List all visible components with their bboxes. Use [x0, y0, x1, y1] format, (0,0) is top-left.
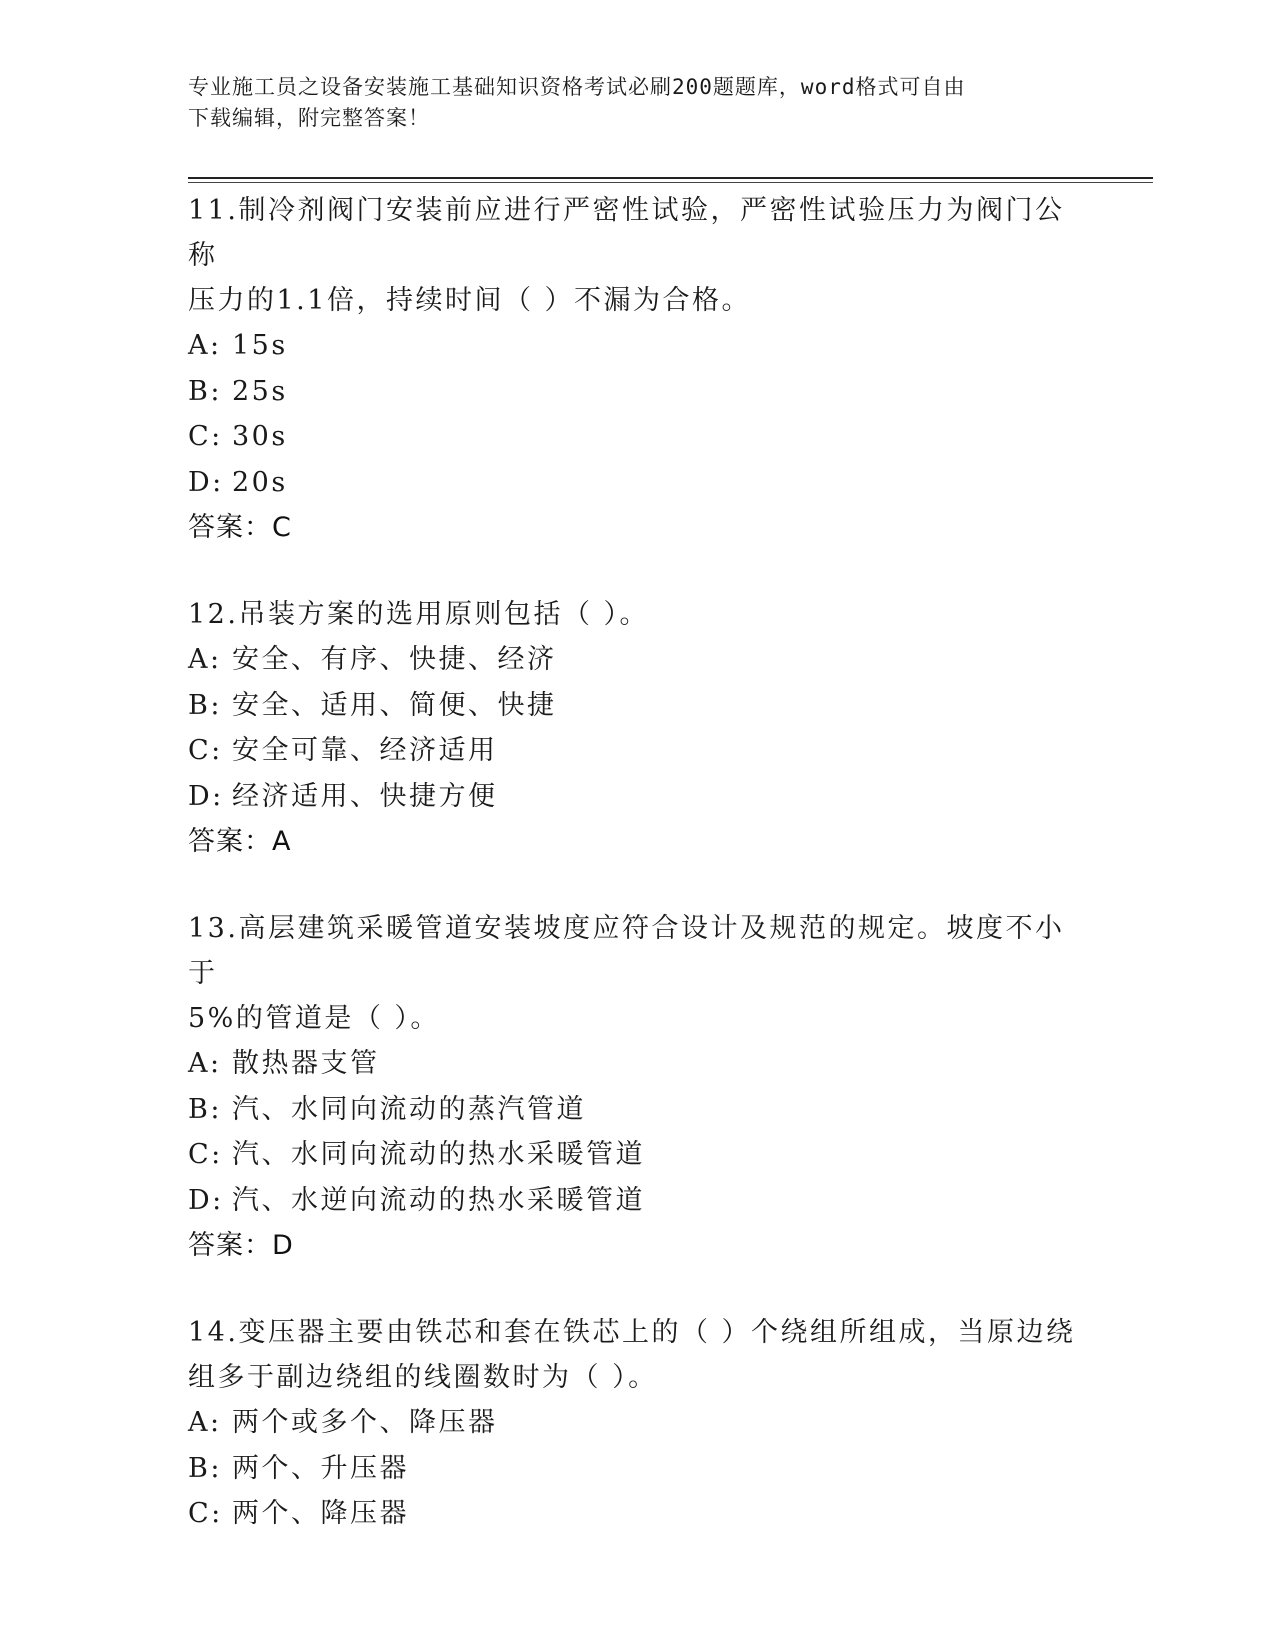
option-text: 15s	[232, 330, 288, 361]
option-text: 汽、水同向流动的蒸汽管道	[232, 1093, 586, 1125]
option-letter: B:	[188, 1093, 222, 1125]
document-header	[188, 72, 1088, 134]
option-d	[188, 1178, 1088, 1224]
option-letter: D:	[188, 780, 224, 812]
option-text: 25s	[232, 375, 288, 407]
option-text: 汽、水同向流动的热水采暖管道	[232, 1139, 645, 1170]
option-text: 安全、有序、快捷、经济	[232, 644, 557, 675]
option-text: 散热器支管	[232, 1048, 380, 1079]
option-b	[188, 369, 1088, 415]
header-line-1: 专业施工员之设备安装施工基础知识资格考试必刷200题题库，word格式可自由	[188, 75, 966, 99]
question-stem-line: 压力的1.1倍，持续时间（ ）不漏为合格。	[188, 285, 752, 316]
answer-line: 答案：A	[188, 826, 292, 857]
option-text: 安全、适用、简便、快捷	[232, 689, 557, 721]
option-letter: D:	[188, 1184, 224, 1216]
question-14	[188, 1310, 1088, 1537]
question-stem-line: 13.高层建筑采暖管道安装坡度应符合设计及规范的规定。坡度不小于	[188, 913, 1065, 989]
option-letter: D:	[188, 466, 224, 498]
question-list	[188, 188, 1088, 1579]
option-letter: B:	[188, 1452, 222, 1484]
header-line-2: 下载编辑，附完整答案！	[188, 106, 430, 130]
option-b	[188, 1087, 1088, 1133]
question-stem-line: 12.吊装方案的选用原则包括（ ）。	[188, 599, 650, 630]
option-c	[188, 414, 1088, 460]
question-stem-line: 11.制冷剂阀门安装前应进行严密性试验，严密性试验压力为阀门公称	[188, 195, 1065, 271]
option-d	[188, 460, 1088, 506]
option-text: 汽、水逆向流动的热水采暖管道	[232, 1184, 645, 1216]
question-11	[188, 188, 1088, 550]
option-letter: B:	[188, 689, 222, 721]
option-a	[188, 1400, 1088, 1446]
question-13	[188, 906, 1088, 1268]
answer-line: 答案：D	[188, 1230, 294, 1261]
question-stem-line: 组多于副边绕组的线圈数时为（ ）。	[188, 1362, 658, 1393]
option-letter: C:	[188, 735, 223, 766]
option-c	[188, 1491, 1088, 1537]
option-letter: C:	[188, 421, 223, 452]
option-text: 两个、升压器	[232, 1452, 409, 1484]
option-text: 两个、降压器	[232, 1498, 409, 1529]
option-letter: C:	[188, 1498, 223, 1529]
answer-line: 答案：C	[188, 512, 292, 543]
option-letter: C:	[188, 1139, 223, 1170]
question-stem-line: 14.变压器主要由铁芯和套在铁芯上的（ ）个绕组所组成，当原边绕	[188, 1317, 1076, 1348]
option-c	[188, 1132, 1088, 1178]
option-d	[188, 774, 1088, 820]
option-text: 经济适用、快捷方便	[232, 780, 498, 812]
option-a	[188, 323, 1088, 369]
option-letter: B:	[188, 375, 222, 407]
option-letter: A:	[188, 644, 222, 675]
header-divider-thin	[188, 182, 1153, 183]
option-text: 30s	[232, 421, 288, 452]
option-letter: A:	[188, 1407, 222, 1438]
option-b	[188, 683, 1088, 729]
option-b	[188, 1446, 1088, 1492]
option-text: 安全可靠、经济适用	[232, 735, 498, 766]
option-a	[188, 1041, 1088, 1087]
option-a	[188, 637, 1088, 683]
option-c	[188, 728, 1088, 774]
question-stem-line: 5%的管道是（ ）。	[188, 1003, 440, 1034]
option-letter: A:	[188, 330, 222, 361]
option-text: 20s	[232, 466, 288, 498]
header-divider-thick	[188, 177, 1153, 179]
question-12	[188, 592, 1088, 864]
option-text: 两个或多个、降压器	[232, 1407, 498, 1438]
option-letter: A:	[188, 1048, 222, 1079]
